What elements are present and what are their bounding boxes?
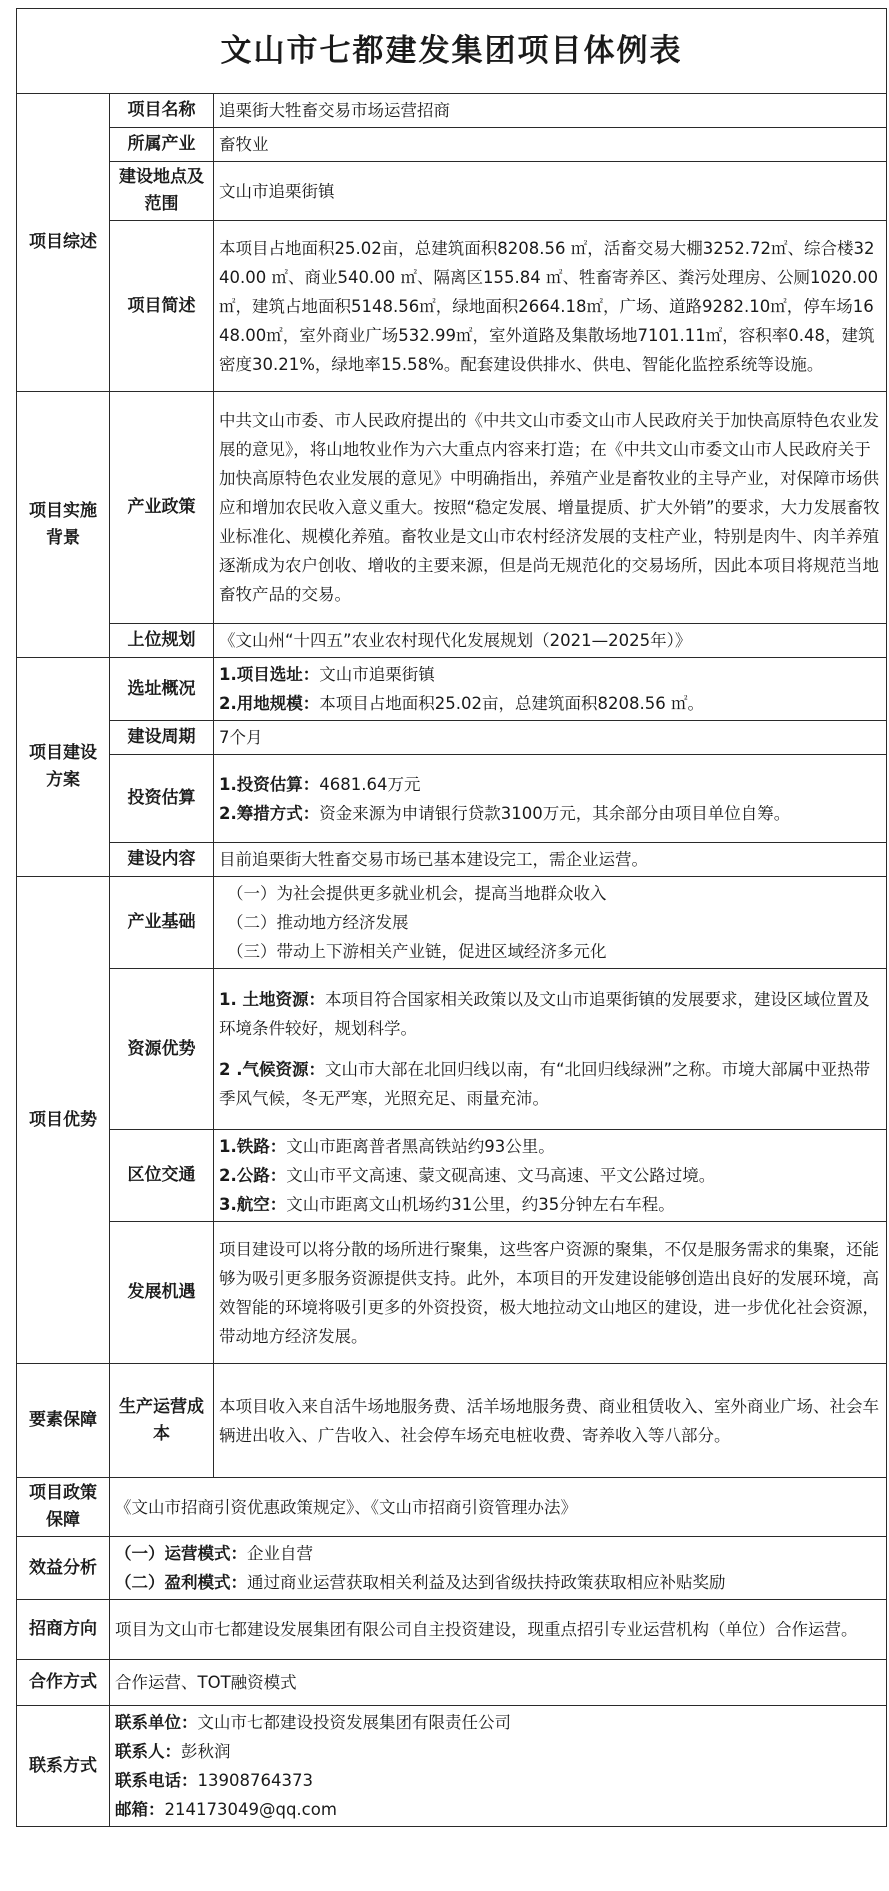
section-scheme: 项目建设 方案 bbox=[17, 658, 110, 877]
row-value: （一）为社会提供更多就业机会，提高当地群众收入 （二）推动地方经济发展 （三）带动上下游相关产业链，促进区域经济多元化 bbox=[214, 877, 887, 969]
row-value: 1.铁路：文山市距离普者黑高铁站约93公里。 2.公路：文山市平文高速、蒙文砚高速、文马高速、平文公路过境。 3.航空：文山市距离文山机场约31公里，约35分钟左右车程。 bbox=[214, 1130, 887, 1222]
row-value: 《文山州“十四五”农业农村现代化发展规划（2021—2025年）》 bbox=[214, 624, 887, 658]
section-policy-guarantee: 项目政策 保障 bbox=[17, 1478, 110, 1537]
row-value: 本项目占地面积25.02亩，总建筑面积8208.56 ㎡，活畜交易大棚3252.72㎡、综合楼3240.00 ㎡、商业540.00 ㎡、隔离区155.84 ㎡、牲畜寄养区、粪污处理房、公厕1020.00㎡，建筑占地面积5148.56㎡，绿地面积2664.18㎡，广场、道路9282.10㎡，停车场1648.00㎡，室外商业广场532.99㎡，室外道路及集散场地7101.11㎡，容积率0.48，建筑密度30.21%，绿地率15.58%。配套建设供排水、供电、智能化监控系统等设施。 bbox=[214, 221, 887, 392]
table-row bbox=[17, 1706, 887, 1827]
table-row bbox=[17, 221, 887, 392]
title-row bbox=[17, 9, 887, 94]
page-title: 文山市七都建发集团项目体例表 bbox=[17, 9, 887, 94]
table-row bbox=[17, 721, 887, 755]
row-label: 所属产业 bbox=[110, 128, 214, 162]
row-label: 产业政策 bbox=[110, 392, 214, 624]
row-label: 生产运营成 本 bbox=[110, 1364, 214, 1478]
table-row bbox=[17, 877, 887, 969]
row-label: 资源优势 bbox=[110, 969, 214, 1130]
row-label: 区位交通 bbox=[110, 1130, 214, 1222]
table-row bbox=[17, 969, 887, 1130]
table-row bbox=[17, 658, 887, 721]
section-contact: 联系方式 bbox=[17, 1706, 110, 1827]
section-direction: 招商方向 bbox=[17, 1600, 110, 1660]
row-label: 选址概况 bbox=[110, 658, 214, 721]
row-label: 建设内容 bbox=[110, 843, 214, 877]
table-row bbox=[17, 843, 887, 877]
row-value: 追栗街大牲畜交易市场运营招商 bbox=[214, 94, 887, 128]
row-value: 1. 土地资源：本项目符合国家相关政策以及文山市追栗街镇的发展要求，建设区域位置及环境条件较好，规划科学。 2 .气候资源：文山市大部在北回归线以南，有“北回归线绿洲”之称。市境大部属中亚热带季风气候，冬无严寒，光照充足、雨量充沛。 bbox=[214, 969, 887, 1130]
section-cooperation: 合作方式 bbox=[17, 1660, 110, 1706]
row-value: 7个月 bbox=[214, 721, 887, 755]
section-guarantee: 要素保障 bbox=[17, 1364, 110, 1478]
table-row bbox=[17, 1130, 887, 1222]
row-label: 投资估算 bbox=[110, 755, 214, 843]
row-value: 《文山市招商引资优惠政策规定》、《文山市招商引资管理办法》 bbox=[110, 1478, 887, 1537]
table-row bbox=[17, 1222, 887, 1364]
row-value: （一）运营模式：企业自营 （二）盈利模式：通过商业运营获取相关利益及达到省级扶持政策获取相应补贴奖励 bbox=[110, 1537, 887, 1600]
project-table-sheet bbox=[16, 8, 886, 1827]
table-row bbox=[17, 1537, 887, 1600]
table-row bbox=[17, 94, 887, 128]
row-label: 项目简述 bbox=[110, 221, 214, 392]
row-value: 中共文山市委、市人民政府提出的《中共文山市委文山市人民政府关于加快高原特色农业发展的意见》，将山地牧业作为六大重点内容来打造；在《中共文山市委文山市人民政府关于加快高原特色农业发展的意见》中明确指出，养殖产业是畜牧业的主导产业，对保障市场供应和增加农民收入意义重大。按照“稳定发展、增量提质、扩大外销”的要求，大力发展畜牧业标准化、规模化养殖。畜牧业是文山市农村经济发展的支柱产业，特别是肉牛、肉羊养殖逐渐成为农户创收、增收的主要来源，但是尚无规范化的交易场所，因此本项目将规范当地畜牧产品的交易。 bbox=[214, 392, 887, 624]
row-value: 项目建设可以将分散的场所进行聚集，这些客户资源的聚集，不仅是服务需求的集聚，还能够为吸引更多服务资源提供支持。此外，本项目的开发建设能够创造出良好的发展环境，高效智能的环境将吸引更多的外资投资，极大地拉动文山地区的建设，进一步优化社会资源，带动地方经济发展。 bbox=[214, 1222, 887, 1364]
section-background: 项目实施 背景 bbox=[17, 392, 110, 658]
table-row bbox=[17, 624, 887, 658]
table-row bbox=[17, 162, 887, 221]
table-row bbox=[17, 1478, 887, 1537]
row-label: 发展机遇 bbox=[110, 1222, 214, 1364]
section-overview: 项目综述 bbox=[17, 94, 110, 392]
project-table bbox=[16, 8, 887, 1827]
row-value: 畜牧业 bbox=[214, 128, 887, 162]
row-label: 项目名称 bbox=[110, 94, 214, 128]
table-row bbox=[17, 1600, 887, 1660]
table-row bbox=[17, 1660, 887, 1706]
row-label: 产业基础 bbox=[110, 877, 214, 969]
row-value: 合作运营、TOT融资模式 bbox=[110, 1660, 887, 1706]
section-benefit: 效益分析 bbox=[17, 1537, 110, 1600]
row-label: 建设地点及 范围 bbox=[110, 162, 214, 221]
table-row bbox=[17, 128, 887, 162]
row-value: 文山市追栗街镇 bbox=[214, 162, 887, 221]
table-row bbox=[17, 392, 887, 624]
row-value: 本项目收入来自活牛场地服务费、活羊场地服务费、商业租赁收入、室外商业广场、社会车辆进出收入、广告收入、社会停车场充电桩收费、寄养收入等八部分。 bbox=[214, 1364, 887, 1478]
email-text: 214173049@qq.com bbox=[164, 1800, 337, 1819]
row-label: 建设周期 bbox=[110, 721, 214, 755]
row-value: 联系单位：文山市七都建设投资发展集团有限责任公司 联系人：彭秋润 联系电话：13908764373 邮箱：214173049@qq.com bbox=[110, 1706, 887, 1827]
row-value: 项目为文山市七都建设发展集团有限公司自主投资建设，现重点招引专业运营机构（单位）合作运营。 bbox=[110, 1600, 887, 1660]
row-value: 1.项目选址：文山市追栗街镇 2.用地规模：本项目占地面积25.02亩，总建筑面积8208.56 ㎡。 bbox=[214, 658, 887, 721]
row-value: 1.投资估算：4681.64万元 2.筹措方式：资金来源为申请银行贷款3100万元，其余部分由项目单位自筹。 bbox=[214, 755, 887, 843]
row-label: 上位规划 bbox=[110, 624, 214, 658]
table-row bbox=[17, 1364, 887, 1478]
row-value: 目前追栗街大牲畜交易市场已基本建设完工，需企业运营。 bbox=[214, 843, 887, 877]
table-row bbox=[17, 755, 887, 843]
section-advantage: 项目优势 bbox=[17, 877, 110, 1364]
